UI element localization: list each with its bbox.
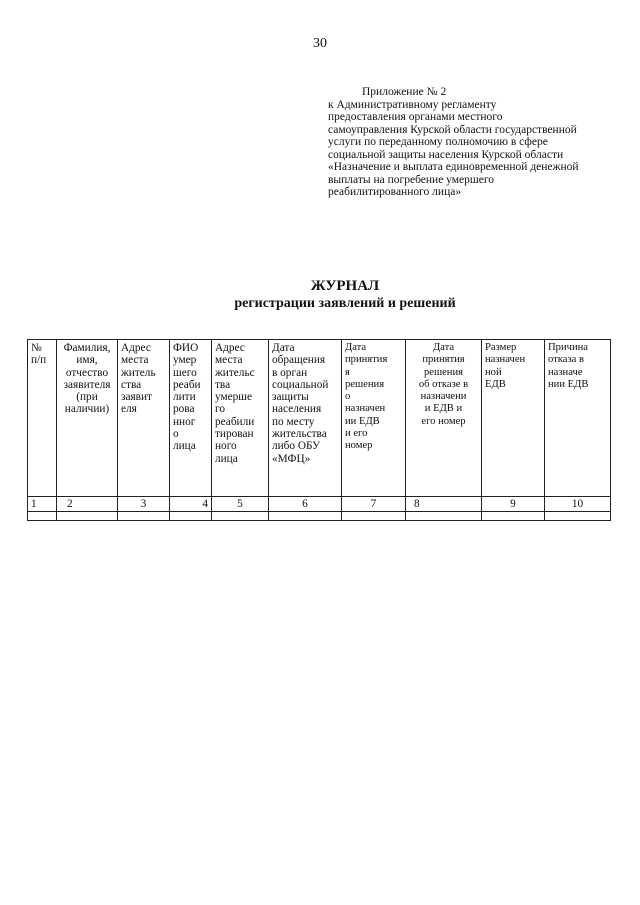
column-number: 3 — [118, 497, 170, 512]
table-cell — [118, 512, 170, 521]
header-cell — [170, 340, 212, 497]
column-number: 1 — [28, 497, 57, 512]
appendix-line: Приложение № 2 — [362, 86, 447, 98]
header-cell-text: Дата принятия я решения о назначен ии ЕДВ и его номер — [345, 342, 388, 452]
header-cell-text: Размер назначен ной ЕДВ — [485, 342, 526, 390]
header-cell — [545, 340, 611, 497]
column-number-row — [28, 497, 611, 512]
table-cell — [545, 512, 611, 521]
table-cell — [406, 512, 482, 521]
header-cell-text: Дата принятия решения об отказе в назначени и ЕДВ и его номер — [418, 342, 469, 427]
column-number: 2 — [57, 497, 118, 512]
header-cell — [28, 340, 57, 497]
journal-title: ЖУРНАЛ — [310, 278, 380, 294]
column-number: 4 — [170, 497, 212, 512]
table-header-row — [28, 340, 611, 497]
column-number: 5 — [212, 497, 269, 512]
column-number: 7 — [342, 497, 406, 512]
header-cell-text: Причина отказа в назначе нии ЕДВ — [548, 342, 589, 390]
header-cell-text: № п/п — [31, 342, 47, 367]
header-cell-text: Адрес места жительс тва умерше го реабили тирован ного лица — [215, 342, 255, 465]
column-number: 10 — [545, 497, 611, 512]
header-cell — [57, 340, 118, 497]
table-cell — [57, 512, 118, 521]
header-cell — [118, 340, 170, 497]
header-cell — [269, 340, 342, 497]
appendix-line: предоставления органами местного — [328, 111, 503, 123]
appendix-line: услуги по переданному полномочию в сфере — [328, 136, 548, 148]
column-number: 8 — [406, 497, 482, 512]
registration-journal-table — [27, 339, 611, 521]
column-number: 6 — [269, 497, 342, 512]
appendix-note — [328, 86, 618, 199]
table-cell — [482, 512, 545, 521]
appendix-line: самоуправления Курской области государственной — [328, 123, 577, 136]
appendix-line: социальной защиты населения Курской области — [328, 148, 564, 161]
column-number: 9 — [482, 497, 545, 512]
appendix-line: к Административному регламенту — [328, 98, 497, 111]
table-cell — [269, 512, 342, 521]
header-cell — [212, 340, 269, 497]
table-row — [28, 512, 611, 521]
header-cell-text: Дата обращения в орган социальной защиты населения по месту жительства либо ОБУ «МФЦ» — [272, 342, 329, 465]
appendix-line: «Назначение и выплата единовременной денежной — [328, 161, 579, 173]
appendix-line: реабилитированного лица» — [328, 186, 462, 198]
appendix-line: выплаты на погребение умершего — [328, 173, 495, 186]
header-cell-text: Фамилия, имя, отчество заявителя (при наличии) — [63, 342, 111, 416]
header-cell — [406, 340, 482, 497]
table-cell — [212, 512, 269, 521]
header-cell — [342, 340, 406, 497]
page-number: 30 — [313, 36, 327, 51]
header-cell — [482, 340, 545, 497]
table-cell — [28, 512, 57, 521]
table-cell — [170, 512, 212, 521]
journal-subtitle: регистрации заявлений и решений — [234, 296, 456, 311]
table-cell — [342, 512, 406, 521]
header-cell-text: ФИО умер шего реаби лити рова нног о лица — [173, 342, 201, 453]
header-cell-text: Адрес места житель ства заявит еля — [121, 342, 156, 416]
